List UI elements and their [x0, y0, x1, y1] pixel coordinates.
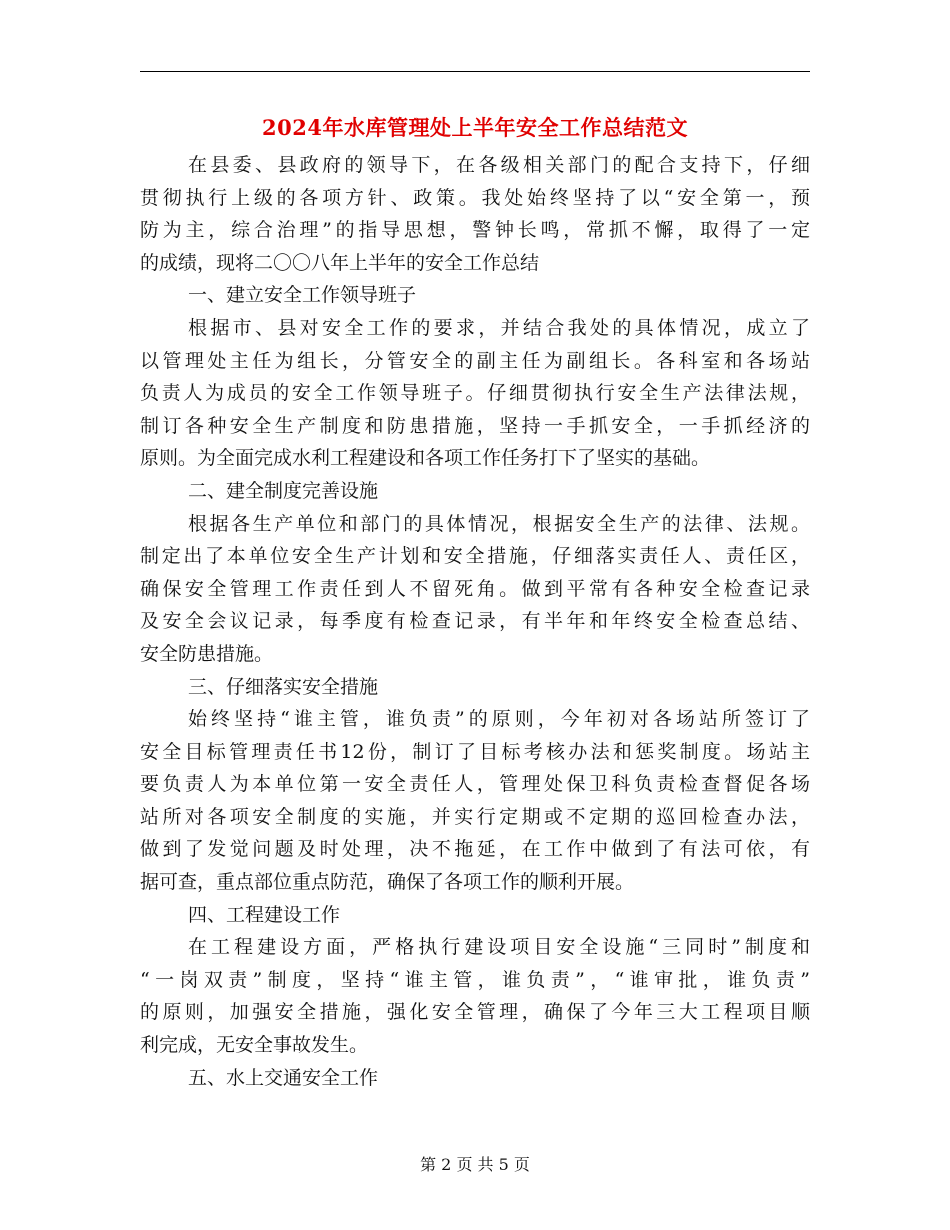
section-heading: 二、建全制度完善设施 [188, 479, 379, 502]
section-heading: 五、水上交通安全工作 [188, 1066, 379, 1089]
paragraph-line: 做到了发觉问题及时处理，决不拖延，在工作中做到了有法可依，有 [140, 838, 810, 861]
paragraph-line: “一岗双责”制度，坚持“谁主管，谁负责”，“谁审批，谁负责” [140, 968, 810, 991]
paragraph-line: 在县委、县政府的领导下，在各级相关部门的配合支持下，仔细 [188, 154, 810, 176]
paragraph-line: 以管理处主任为组长，分管安全的副主任为副组长。各科室和各场站 [140, 349, 810, 372]
paragraph-line: 始终坚持“谁主管，谁负责”的原则，今年初对各场站所签订了 [188, 708, 810, 731]
paragraph-line: 原则。为全面完成水利工程建设和各项工作任务打下了坚实的基础。 [140, 447, 711, 470]
paragraph-line: 的原则，加强安全措施，强化安全管理，确保了今年三大工程项目顺 [140, 1001, 810, 1024]
paragraph-line: 根据各生产单位和部门的具体情况，根据安全生产的法律、法规。 [188, 512, 810, 535]
page-number-footer: 第 2 页 共 5 页 [420, 1155, 530, 1174]
paragraph-line: 防为主，综合治理”的指导思想，警钟长鸣，常抓不懈，取得了一定 [140, 219, 810, 242]
paragraph-line: 据可查，重点部位重点防范，确保了各项工作的顺利开展。 [140, 871, 635, 894]
paragraph-line: 安全目标管理责任书12份，制订了目标考核办法和惩奖制度。场站主 [140, 740, 810, 763]
paragraph-line: 站所对各项安全制度的实施，并实行定期或不定期的巡回检查办法， [140, 805, 810, 828]
paragraph-line: 安全防患措施。 [140, 642, 274, 665]
paragraph-line: 制定出了本单位安全生产计划和安全措施，仔细落实责任人、责任区， [140, 545, 810, 568]
section-heading: 四、工程建设工作 [188, 903, 341, 926]
paragraph-line: 在工程建设方面，严格执行建设项目安全设施“三同时”制度和 [188, 936, 810, 959]
paragraph-line: 要负责人为本单位第一安全责任人，管理处保卫科负责检查督促各场 [140, 773, 810, 796]
paragraph-line: 制订各种安全生产制度和防患措施，坚持一手抓安全，一手抓经济的 [140, 414, 810, 437]
paragraph-line: 确保安全管理工作责任到人不留死角。做到平常有各种安全检查记录 [140, 577, 810, 600]
document-title: 2024年水库管理处上半年安全工作总结范文 [262, 115, 688, 140]
paragraph-line: 利完成，无安全事故发生。 [140, 1034, 369, 1057]
paragraph-line: 及安全会议记录，每季度有检查记录，有半年和年终安全检查总结、 [140, 610, 810, 633]
header-rule [140, 71, 810, 72]
paragraph-line: 根据市、县对安全工作的要求，并结合我处的具体情况，成立了 [188, 316, 810, 339]
paragraph-line: 的成绩，现将二〇〇八年上半年的安全工作总结 [140, 251, 540, 274]
paragraph-line: 贯彻执行上级的各项方针、政策。我处始终坚持了以“安全第一，预 [140, 186, 810, 209]
document-body [140, 149, 810, 1094]
paragraph-line: 负责人为成员的安全工作领导班子。仔细贯彻执行安全生产法律法规， [140, 382, 810, 405]
section-heading: 三、仔细落实安全措施 [188, 675, 379, 698]
section-heading: 一、建立安全工作领导班子 [188, 284, 417, 307]
